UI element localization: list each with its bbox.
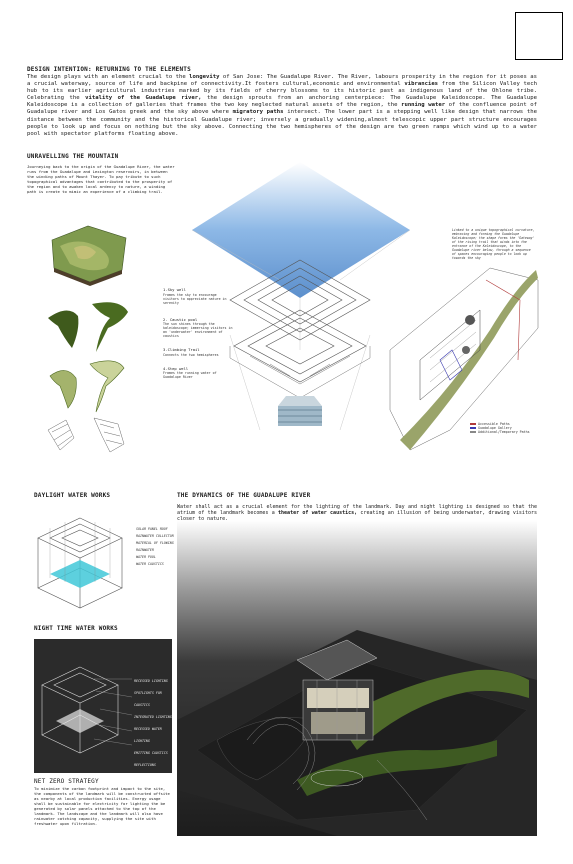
night-render: [177, 520, 537, 836]
dynamics-heading: THE DYNAMICS OF THE GUADALUPE RIVER: [177, 492, 311, 499]
intro-paragraph: [27, 74, 537, 138]
night-label: RECESSED LIGHTING: [134, 679, 168, 683]
intro-bold-running-water: running water: [401, 102, 446, 109]
night-label: INTEGRATED LIGHTING: [134, 715, 172, 719]
mountain-unravel-diagrams: [30, 218, 170, 458]
daylight-label: MATERIAL OF FLOWING RAINWATER: [136, 541, 174, 552]
legend-swatch: [470, 423, 476, 425]
layer-desc: Frames the sky to encourage visitors to appreciate nature in serenity: [163, 292, 227, 305]
night-heading: NIGHT TIME WATER WORKS: [34, 625, 118, 632]
green-ribbon-top: [48, 302, 128, 352]
night-label: EMITTING CAUSTICS REFLECTIONS: [134, 751, 168, 767]
intro-text-4: the design sprouts from an anchoring centerpiece: The Guadalupe Kaleidoscope. The Guadalupe Kaleidoscope is a collection of galleries that frames the two key neglected natural assets of the region, the: [27, 95, 537, 109]
exploded-axonometric: [190, 160, 546, 460]
daylight-label: WATER POOL: [136, 555, 156, 559]
intro-text-3: from the Silicon Valley tech hub to its earlier agricultural industries marked by its fields of cherry blossoms to its historic past as indigenous land of the Ohlone tribe. Celebrating the: [27, 81, 537, 102]
layer-desc: The sun shines through the kaleidoscope; immersing visitors in an 'underwater' environment of caustics: [163, 322, 233, 339]
night-panel: [34, 639, 172, 773]
night-label: SPOTLIGHTS FOR CAUSTICS: [134, 691, 162, 707]
daylight-labels: [136, 526, 176, 568]
layer-title: 4.Step well: [163, 365, 189, 371]
intro-text-2: of San Jose: The Guadalupe River. The River, labours prosperity in the region for it poses as a crucial waterway, source of life and backpine of connectivity.It fosters cultural,economic and environmental: [27, 74, 537, 88]
intro-bold-longevity: longevity: [189, 74, 220, 80]
climbing-trail-lines: [230, 346, 370, 398]
intro-bold-vitality: vitality of the Guadalupe river,: [85, 95, 202, 102]
intro-heading: DESIGN INTENTION: RETURNING TO THE ELEMENTS: [27, 66, 191, 73]
intro-bold-vibrancies: vibrancies: [404, 81, 439, 88]
legend-item: [470, 430, 530, 434]
legend-label: Guadalupe Gallery: [478, 426, 512, 430]
night-label: RECESSED WATER LIGHTING: [134, 727, 162, 743]
netzero-heading: NET ZERO STRATEGY: [34, 778, 99, 785]
project-logo-box: [515, 12, 563, 60]
dynamics-text-2: creating an illusion of being underwater, drawing visitors: [360, 510, 537, 517]
axon-annotation-note: Linked to a unique topographical curvature, embracing and forming the Guadalupe Kaleidoscope; the shape forms the 'Gateway' of the rising trail that winds into the entrance of the Kaleidoscope, to the Guadalupe river below, through a sequence of spaces encouraging people to look up towards the sky: [452, 228, 535, 260]
intro-text-1: The design plays with an element crucial to the: [27, 74, 190, 80]
night-labels: [134, 675, 172, 771]
daylight-label: SOLAR PANEL ROOF: [136, 527, 168, 531]
intro-text-6: intersect. The lower part is a stepping well like design that narrows the distance between the community and the historical Guadalupe river; inversely a gradually widening,almost telescopic upper part structure encourages people to look up and focus on nothing but the sky above. Connecting the two hemispheres of the design are two green ramps which wind up to a water pool with spectator platforms floating above.: [27, 109, 537, 137]
sky-plane: [192, 162, 410, 298]
kaleidoscope-structure: [297, 640, 377, 740]
layer-title: 3.Climbing Trail: [163, 347, 200, 353]
dynamics-bold: theater of water caustics,: [278, 510, 358, 517]
layer-title: 2. Caustic pool: [163, 316, 198, 322]
daylight-label: RAINWATER COLLECTOR: [136, 534, 174, 538]
topography-model: [52, 226, 126, 286]
mountain-heading: UNRAVELLING THE MOUNTAIN: [27, 153, 119, 160]
layer-title: 1.Sky well: [163, 287, 186, 292]
intro-text-5: of the confluence point of Guadalupe river and Los Gatos greek and the sky above where: [27, 102, 537, 116]
netzero-text: To minimize the carbon footprint and impact to the site, the components of the landmark will be constructed offsite as nearby at local production facilities. Energy usage shall be sustainable for electricity for lighting the be generated by solar panels attached to the top of the landmark. The landscape and the landmark will also have rainwater catching capacity, supplying the site with freshwater upon filtration.: [34, 786, 170, 826]
render-scene: [177, 520, 537, 836]
water-pool: [50, 560, 110, 588]
step-well-water: [278, 396, 322, 426]
legend-swatch: [470, 431, 476, 433]
daylight-label: WATER CAUSTICS: [136, 562, 164, 566]
legend-swatch: [470, 427, 476, 429]
legend-label: Accessible Paths: [478, 422, 510, 426]
dynamics-text-1: Water shall act as a crucial element for the lighting of the landmark. Day and night lighting is designed so that the atrium of the landmark becomes a: [177, 504, 537, 517]
layer-desc: Connects the two hemispheres: [163, 352, 219, 357]
layer-desc: Frames the running water of Guadalupe River: [163, 371, 217, 380]
mountain-text: Journeying back to the origin of the Guadalupe River, the water runs from the Guadalupe and Lexington reservoirs, in between the winding paths of Mount Thayer. To pay tribute to such topographical advantages that contributed to the prosperity of the region and to awaken local ardency to nature, a winding path is create to mimic an experience of a climbing trail.: [27, 164, 175, 194]
daylight-diagram: [30, 508, 140, 618]
daylight-heading: DAYLIGHT WATER WORKS: [34, 492, 111, 499]
wireframe-ribbon-bottom: [48, 418, 124, 452]
legend-label: Additional/Temporary Paths: [478, 430, 530, 434]
axon-legend: [470, 422, 530, 434]
intro-bold-migratory: migratory paths: [232, 109, 284, 116]
green-ribbon-middle: [50, 361, 124, 412]
